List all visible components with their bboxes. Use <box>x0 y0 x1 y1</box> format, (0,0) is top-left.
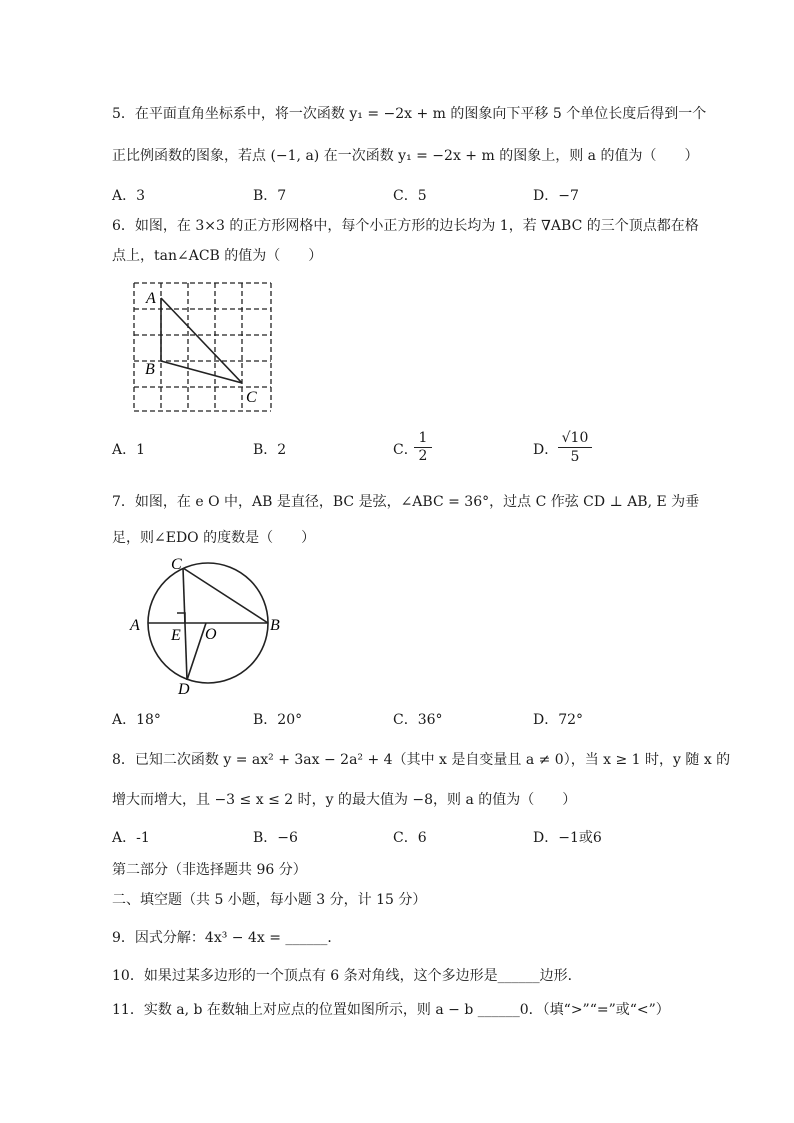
q8-option-b[interactable]: B．−6 <box>253 830 298 846</box>
q7-option-d[interactable]: D．72° <box>533 712 584 728</box>
q5-option-b[interactable]: B．7 <box>253 188 287 204</box>
q5-option-a[interactable]: A．3 <box>112 188 146 204</box>
q5-line2: 正比例函数的图象，若点 (−1, a) 在一次函数 y₁ = −2x + m 的图象上，则 a 的值为（ ） <box>112 148 699 164</box>
q6-option-c-numerator: 1 <box>414 430 432 448</box>
q6-line1: 6．如图，在 3×3 的正方形网格中，每个小正方形的边长均为 1，若 ∇ABC 的三个顶点都在格 <box>112 218 699 234</box>
q7-label-a: A <box>130 617 140 634</box>
q8-option-d[interactable]: D．−1或6 <box>533 830 602 846</box>
q8-option-a[interactable]: A．-1 <box>112 830 150 846</box>
q6-option-d-letter: D． <box>533 442 559 458</box>
q7-line2: 足，则∠EDO 的度数是（ ） <box>112 530 316 546</box>
q9-text: 9．因式分解：4x³ − 4x = ______． <box>112 930 342 946</box>
q5-line1: 5．在平面直角坐标系中，将一次函数 y₁ = −2x + m 的图象向下平移 5 个单位长度后得到一个 <box>112 106 707 122</box>
q6-option-c-letter: C． <box>393 442 418 458</box>
part2-heading: 第二部分（非选择题共 96 分） <box>112 862 307 878</box>
q6-option-c-fraction <box>414 430 432 465</box>
q6-option-d-fraction <box>558 429 592 466</box>
q7-label-d: D <box>178 681 190 698</box>
q5-option-d[interactable]: D．−7 <box>533 188 579 204</box>
q6-option-d-numerator: √10 <box>558 429 592 448</box>
q10-text: 10．如果过某多边形的一个顶点有 6 条对角线，这个多边形是______边形． <box>112 968 582 984</box>
q7-label-b: B <box>270 617 280 634</box>
q7-label-e: E <box>171 627 181 644</box>
q6-label-b: B <box>145 361 155 378</box>
q6-line2: 点上，tan∠ACB 的值为（ ） <box>112 248 323 264</box>
q7-line1: 7．如图，在 e O 中，AB 是直径，BC 是弦，∠ABC = 36°，过点 C 作弦 CD ⊥ AB, E 为垂 <box>112 494 700 510</box>
q7-circle-figure <box>125 553 290 698</box>
q11-text: 11．实数 a, b 在数轴上对应点的位置如图所示，则 a − b ______0．（填“>”“=”或“<”） <box>112 1002 670 1018</box>
q6-option-d[interactable] <box>533 440 558 460</box>
q8-line1: 8．已知二次函数 y = ax² + 3ax − 2a² + 4（其中 x 是自变量且 a ≠ 0），当 x ≥ 1 时，y 随 x 的 <box>112 752 731 768</box>
q7-option-b[interactable]: B．20° <box>253 712 303 728</box>
q6-grid-figure <box>126 278 276 418</box>
q6-label-c: C <box>246 389 257 406</box>
q7-option-c[interactable]: C．36° <box>393 712 443 728</box>
q7-segments <box>148 568 268 680</box>
q6-option-c-denominator: 2 <box>418 448 428 464</box>
q6-option-d-denominator: 5 <box>570 449 580 465</box>
q7-label-c: C <box>171 556 182 573</box>
q5-option-c[interactable]: C．5 <box>393 188 427 204</box>
q6-option-b[interactable]: B．2 <box>253 442 287 458</box>
q6-option-a[interactable]: A．1 <box>112 442 146 458</box>
q7-option-a[interactable]: A．18° <box>112 712 161 728</box>
q6-triangle-abc <box>161 298 242 383</box>
fill-in-section-heading: 二、填空题（共 5 小题，每小题 3 分，计 15 分） <box>112 892 427 908</box>
q6-label-a: A <box>146 290 156 307</box>
q8-line2: 增大而增大，且 −3 ≤ x ≤ 2 时，y 的最大值为 −8，则 a 的值为（ ） <box>112 792 577 808</box>
q7-label-o: O <box>205 626 217 643</box>
q8-option-c[interactable]: C．6 <box>393 830 427 846</box>
